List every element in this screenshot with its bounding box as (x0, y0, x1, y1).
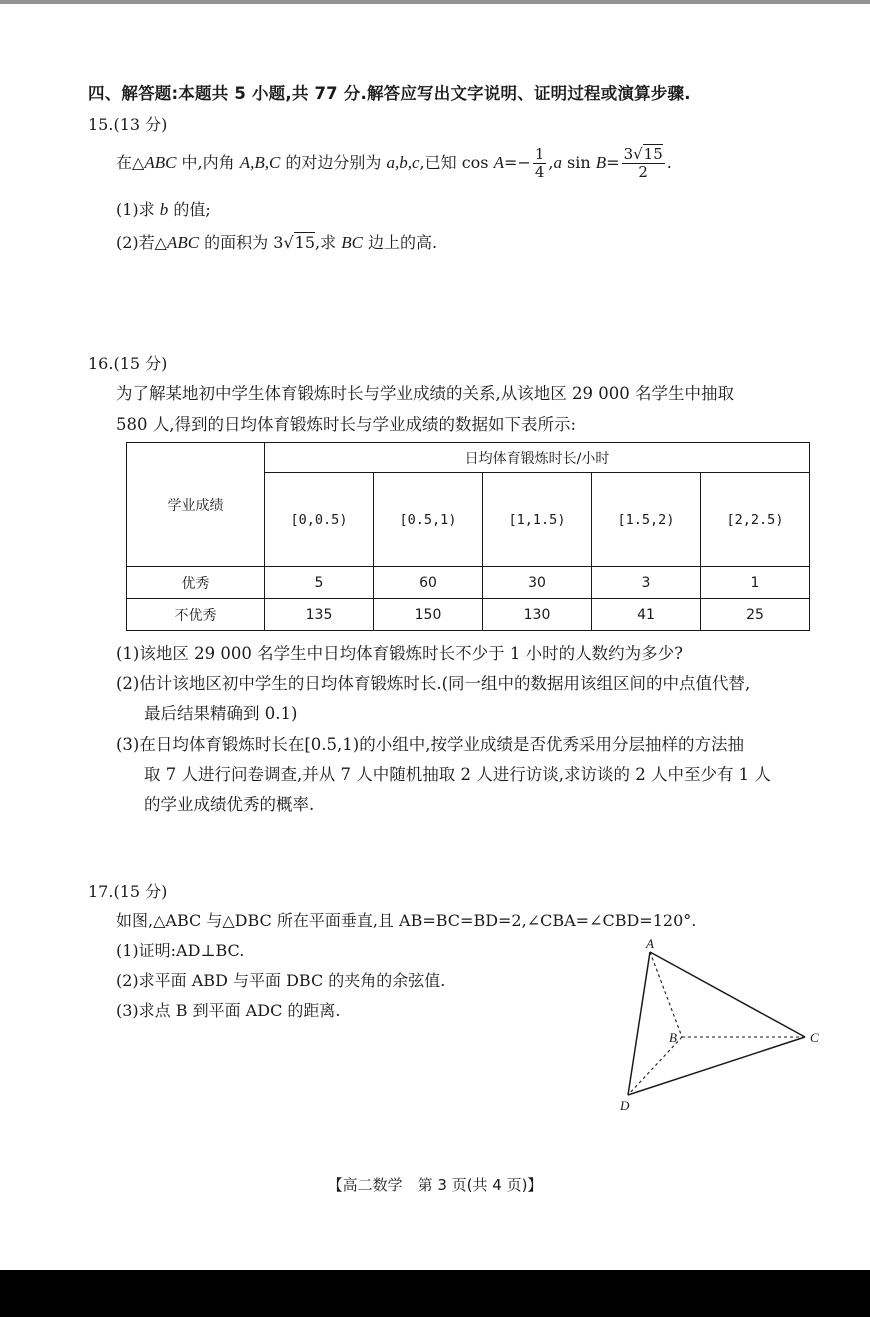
q16-part2-line1: (2)估计该地区初中学生的日均体育锻炼时长.(同一组中的数据用该组区间的中点值代替, (116, 674, 751, 693)
sqrt-symbol: √15 (633, 145, 663, 163)
table-row-label: 优秀 (127, 567, 265, 599)
edge-DC (628, 1037, 805, 1095)
q15-stem-mid3: ,已知 cos (419, 153, 494, 172)
scan-bottom-edge (0, 1270, 870, 1317)
edge-AD (628, 952, 650, 1095)
q15-angles: A,B,C (239, 153, 281, 172)
q16-part3-line2: 取 7 人进行问卷调查,并从 7 人中随机抽取 2 人进行访谈,求访谈的 2 人中至少有 1 人 (144, 765, 771, 784)
q15-fraction-root15 (622, 146, 665, 181)
q15-part1-var: b (159, 200, 169, 219)
table-interval: [0.5,1) (374, 473, 483, 567)
q15-fraction-one-quarter (533, 146, 547, 181)
q17-part3: (3)求点 B 到平面 ADC 的距离. (116, 1001, 341, 1020)
q17-part2: (2)求平面 ABD 与平面 DBC 的夹角的余弦值. (116, 971, 446, 990)
q16-stem-line1: 为了解某地初中学生体育锻炼时长与学业成绩的关系,从该地区 29 000 名学生中抽取 (116, 384, 734, 403)
q17-stem: 如图,△ABC 与△DBC 所在平面垂直,且 AB=BC=BD=2,∠CBA=∠CBD=120°. (116, 911, 697, 930)
q15-part2-bc: BC (341, 233, 363, 252)
vertex-label-a: A (646, 936, 654, 951)
table-cell: 25 (701, 599, 810, 631)
q15-b-angle: B (595, 153, 607, 172)
q16-part1: (1)该地区 29 000 名学生中日均体育锻炼时长不少于 1 小时的人数约为多少? (116, 644, 683, 663)
q15-sin: sin (561, 153, 596, 172)
q15-part2-mid: 的面积为 3 (199, 233, 284, 252)
q15-frac1-den: 4 (534, 163, 545, 181)
q15-part2-tri: ABC (166, 233, 200, 252)
q15-header (88, 112, 167, 135)
table-cell: 130 (483, 599, 592, 631)
tetrahedron-figure (610, 930, 830, 1115)
table-cell: 1 (701, 567, 810, 599)
scan-top-edge (0, 0, 870, 4)
table-row-label: 不优秀 (127, 599, 265, 631)
table-interval: [1.5,2) (592, 473, 701, 567)
q15-sides: a,b,c (386, 153, 420, 172)
q15-angle-a: A (493, 153, 504, 172)
q16-part3-line3: 的学业成绩优秀的概率. (144, 795, 315, 814)
table-row-header: 学业成绩 (127, 443, 265, 567)
table-interval: [2,2.5) (701, 473, 810, 567)
q15-part1-suffix: 的值; (168, 200, 211, 219)
table-col-group-header: 日均体育锻炼时长/小时 (265, 443, 810, 473)
q15-equals-neg: =− (504, 153, 531, 172)
edge-AB (650, 952, 682, 1037)
q17-number: 17. (88, 882, 114, 901)
table-row (127, 599, 810, 631)
q15-stem-mid2: 的对边分别为 (280, 153, 387, 172)
q15-part2-prefix: (2)若△ (116, 233, 167, 252)
q15-triangle: ABC (144, 153, 177, 172)
q16-part3-line1: (3)在日均体育锻炼时长在[0.5,1)的小组中,按学业成绩是否优秀采用分层抽样的方法抽 (116, 735, 744, 754)
q15-part1 (116, 197, 211, 220)
table-interval: [0,0.5) (265, 473, 374, 567)
q15-part2-suffix: 边上的高. (362, 233, 438, 252)
q15-frac2-den: 2 (638, 163, 648, 181)
q16-part2-line2: 最后结果精确到 0.1) (144, 704, 298, 723)
q15-stem-mid: 中,内角 (176, 153, 240, 172)
q15-comma: , (548, 153, 554, 172)
q15-part2-rad: 15 (294, 233, 316, 252)
q15-part2 (116, 230, 437, 253)
q16-stem-line2: 580 人,得到的日均体育锻炼时长与学业成绩的数据如下表所示: (116, 415, 577, 434)
q15-period: . (666, 153, 672, 172)
q15-stem (116, 146, 672, 181)
q16-points: (15 分) (113, 354, 168, 373)
q15-stem-prefix: 在△ (116, 153, 145, 172)
q16-header (88, 351, 167, 374)
q15-number: 15. (88, 115, 114, 134)
q15-frac2-rad: 15 (643, 145, 663, 163)
table-cell: 3 (592, 567, 701, 599)
q16-number: 16. (88, 354, 114, 373)
table-cell: 150 (374, 599, 483, 631)
table-cell: 60 (374, 567, 483, 599)
table-cell: 135 (265, 599, 374, 631)
q17-part1: (1)证明:AD⊥BC. (116, 941, 245, 960)
q16-data-table (126, 442, 810, 631)
q15-part2-mid2: ,求 (315, 233, 342, 252)
table-interval: [1,1.5) (483, 473, 592, 567)
edge-AC (650, 952, 805, 1037)
section-title: 四、解答题:本题共 5 小题,共 77 分.解答应写出文字说明、证明过程或演算步骤. (88, 84, 691, 103)
q15-part1-prefix: (1)求 (116, 200, 160, 219)
vertex-label-b: B (669, 1030, 677, 1045)
table-cell: 30 (483, 567, 592, 599)
table-row (127, 567, 810, 599)
q15-equals: = (606, 153, 620, 172)
table-cell: 41 (592, 599, 701, 631)
sqrt-symbol: √15 (283, 233, 316, 252)
vertex-label-c: C (810, 1030, 819, 1045)
q17-points: (15 分) (113, 882, 168, 901)
q17-header (88, 879, 167, 902)
q15-frac1-num: 1 (534, 145, 545, 163)
vertex-label-d: D (620, 1098, 630, 1113)
table-cell: 5 (265, 567, 374, 599)
q15-a-var: a (553, 153, 562, 172)
q15-frac2-coef: 3 (623, 145, 634, 163)
q15-points: (13 分) (113, 115, 168, 134)
page-footer: 【高二数学 第 3 页(共 4 页)】 (327, 1176, 543, 1194)
